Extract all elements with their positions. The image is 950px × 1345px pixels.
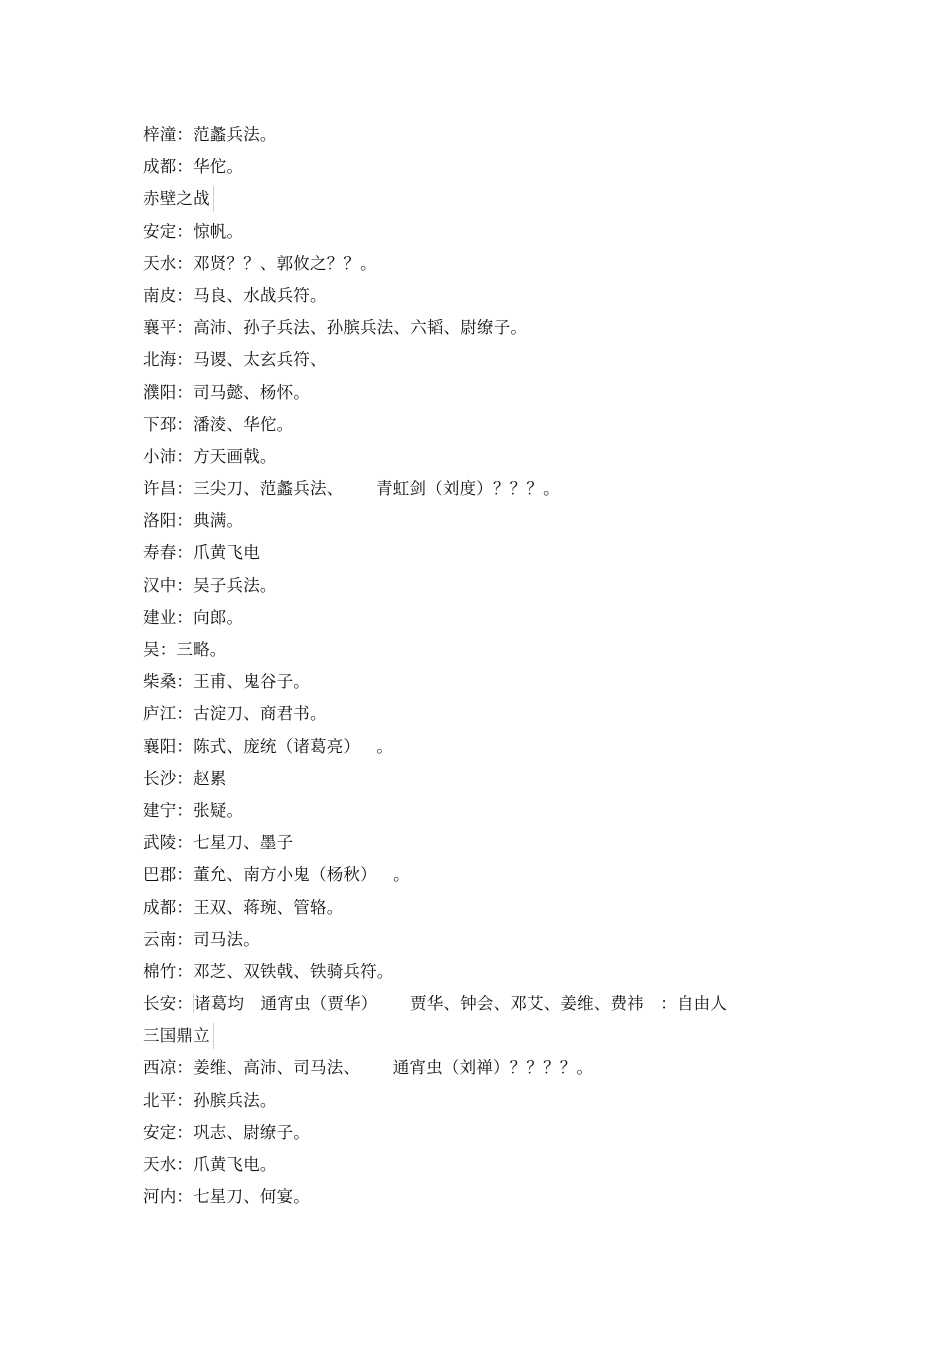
text-lines [143,119,903,1213]
text-line: 庐江：古淀刀、商君书。 [143,704,327,724]
line-prefix: 长安： [143,994,194,1014]
text-line: 梓潼：范蠡兵法。 [143,125,277,144]
text-line: 巴郡：董允、南方小鬼（杨秋） 。 [143,865,410,885]
text-line: 武陵：七星刀、墨子 [143,833,294,853]
text-line: 寿春：爪黄飞电 [143,543,260,563]
text-line: 安定：巩志、尉缭子。 [143,1122,310,1142]
section-heading-line [143,1020,903,1052]
boxed-name: 诸葛均 [194,994,245,1014]
text-line: 西凉：姜维、高沛、司马法、 通宵虫（刘禅）？？？？。 [143,1058,594,1078]
text-line: 小沛：方天画戟。 [143,446,277,466]
text-line: 北海：马谡、太玄兵符、 [143,350,327,370]
section-heading: 三国鼎立 [143,1023,214,1049]
text-line: 长沙：赵累 [143,768,227,788]
section-heading-line [143,183,903,215]
text-line: 天水：邓贤？？、郭攸之？？。 [143,253,377,273]
text-line: 许昌：三尖刀、范蠡兵法、 青虹剑（刘度）？？？。 [143,479,560,499]
text-line: 成都：王双、蒋琬、管辂。 [143,897,344,917]
text-line: 襄阳：陈式、庞统（诸葛亮） 。 [143,736,394,756]
text-line: 北平：孙膑兵法。 [143,1090,277,1110]
text-line: 襄平：高沛、孙子兵法、孙膑兵法、六韬、尉缭子。 [143,318,528,338]
section-heading: 赤壁之战 [143,186,214,212]
text-line: 安定：惊帆。 [143,221,244,241]
text-line: 吴：三略。 [143,640,227,659]
text-line: 南皮：马良、水战兵符。 [143,285,327,305]
text-line: 天水：爪黄飞电。 [143,1155,277,1174]
text-line: 汉中：吴子兵法。 [143,575,277,595]
text-line: 云南：司马法。 [143,929,260,949]
text-line: 棉竹：邓芝、双铁戟、铁骑兵符。 [143,961,394,981]
text-line-changan [143,988,903,1020]
text-line: 成都：华佗。 [143,157,244,177]
text-line: 濮阳：司马懿、杨怀。 [143,382,310,402]
text-line: 建业：向郎。 [143,607,244,627]
text-line: 柴桑：王甫、鬼谷子。 [143,672,310,692]
text-line: 建宁：张疑。 [143,800,244,820]
text-line: 洛阳：典满。 [143,511,244,531]
text-line: 河内：七星刀、何宴。 [143,1187,310,1207]
line-rest: 通宵虫（贾华） 贾华、钟会、邓艾、姜维、费祎 ：自由人 [244,994,728,1014]
text-line: 下邳：潘淩、华佗。 [143,414,294,434]
